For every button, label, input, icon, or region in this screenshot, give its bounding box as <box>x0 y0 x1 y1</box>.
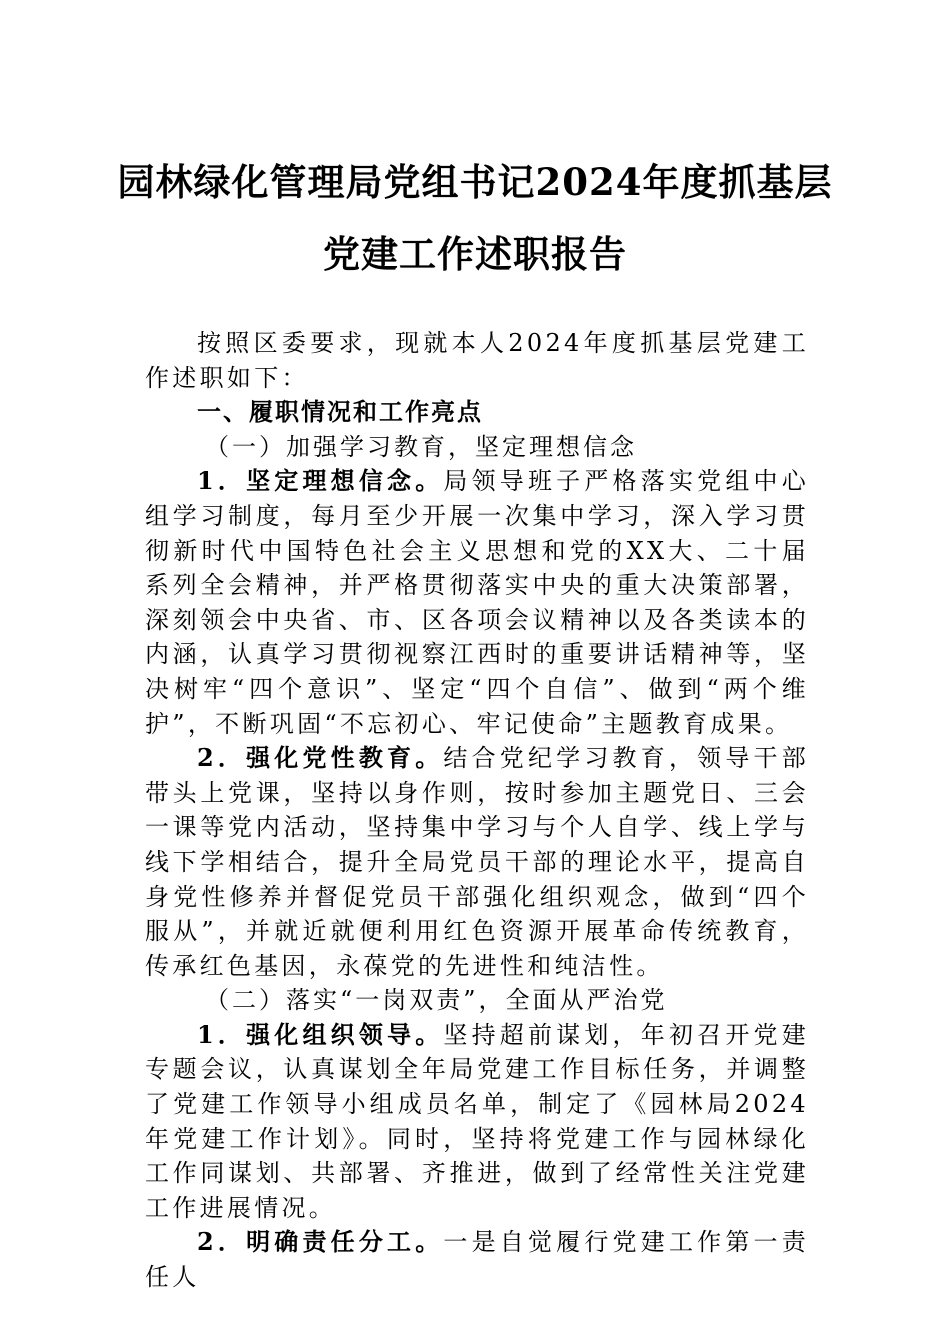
subsection-heading-1: （一）加强学习教育，坚定理想信念 <box>205 432 637 461</box>
paragraph-text: 局领导班子严格落实党组中心组学习制度，每月至少开展一次集中学习，深入学习贯彻新时代中国特色社会主义思想和党的XX大、二十届系列全会精神，并严格贯彻落实中央的重大决策部署，深刻领会中央省、市、区各项会议精神以及各类读本的内涵，认真学习贯彻视察江西时的重要讲话精神等，坚决树牢“四个意识”、坚定“四个自信”、做到“两个维护”，不断巩固“不忘初心、牢记使命”主题教育成果。 <box>145 467 809 738</box>
paragraph-ideals <box>145 464 809 741</box>
paragraph-lead: 1．坚定理想信念。 <box>197 466 444 496</box>
document-title-line-2: 党建工作述职报告 <box>323 232 627 276</box>
paragraph-lead: 2．明确责任分工。 <box>197 1227 444 1257</box>
paragraph-organization <box>145 1018 809 1226</box>
paragraph-lead: 1．强化组织领导。 <box>197 1019 444 1049</box>
subsection-heading-2: （二）落实“一岗双责”，全面从严治党 <box>205 986 668 1015</box>
paragraph-text: 一是自觉履行党建工作第一责任人 <box>145 1228 809 1292</box>
paragraph-responsibility <box>145 1225 809 1294</box>
intro-paragraph: 按照区委要求，现就本人2024年度抓基层党建工作述职如下： <box>145 329 809 392</box>
paragraph-text: 结合党纪学习教育，领导干部带头上党课，坚持以身作则，按时参加主题党日、三会一课等党内活动，坚持集中学习与个人自学、线上学与线下学相结合，提升全局党员干部的理论水平，提高自身党性修养并督促党员干部强化组织观念，做到“四个服从”，并就近就便利用红色资源开展革命传统教育，传承红色基因，永葆党的先进性和纯洁性。 <box>145 744 809 980</box>
section-heading-1: 一、履职情况和工作亮点 <box>197 398 483 427</box>
paragraph-text: 坚持超前谋划，年初召开党建专题会议，认真谋划全年局党建工作目标任务，并调整了党建工作领导小组成员名单，制定了《园林局2024年党建工作计划》。同时，坚持将党建工作与园林绿化工作同谋划、共部署、齐推进，做到了经常性关注党建工作进展情况。 <box>145 1020 809 1222</box>
paragraph-party-education <box>145 741 809 983</box>
paragraph-lead: 2．强化党性教育。 <box>197 743 444 773</box>
document-body <box>145 326 809 1295</box>
document-title-line-1: 园林绿化管理局党组书记2024年度抓基层 <box>117 160 833 204</box>
